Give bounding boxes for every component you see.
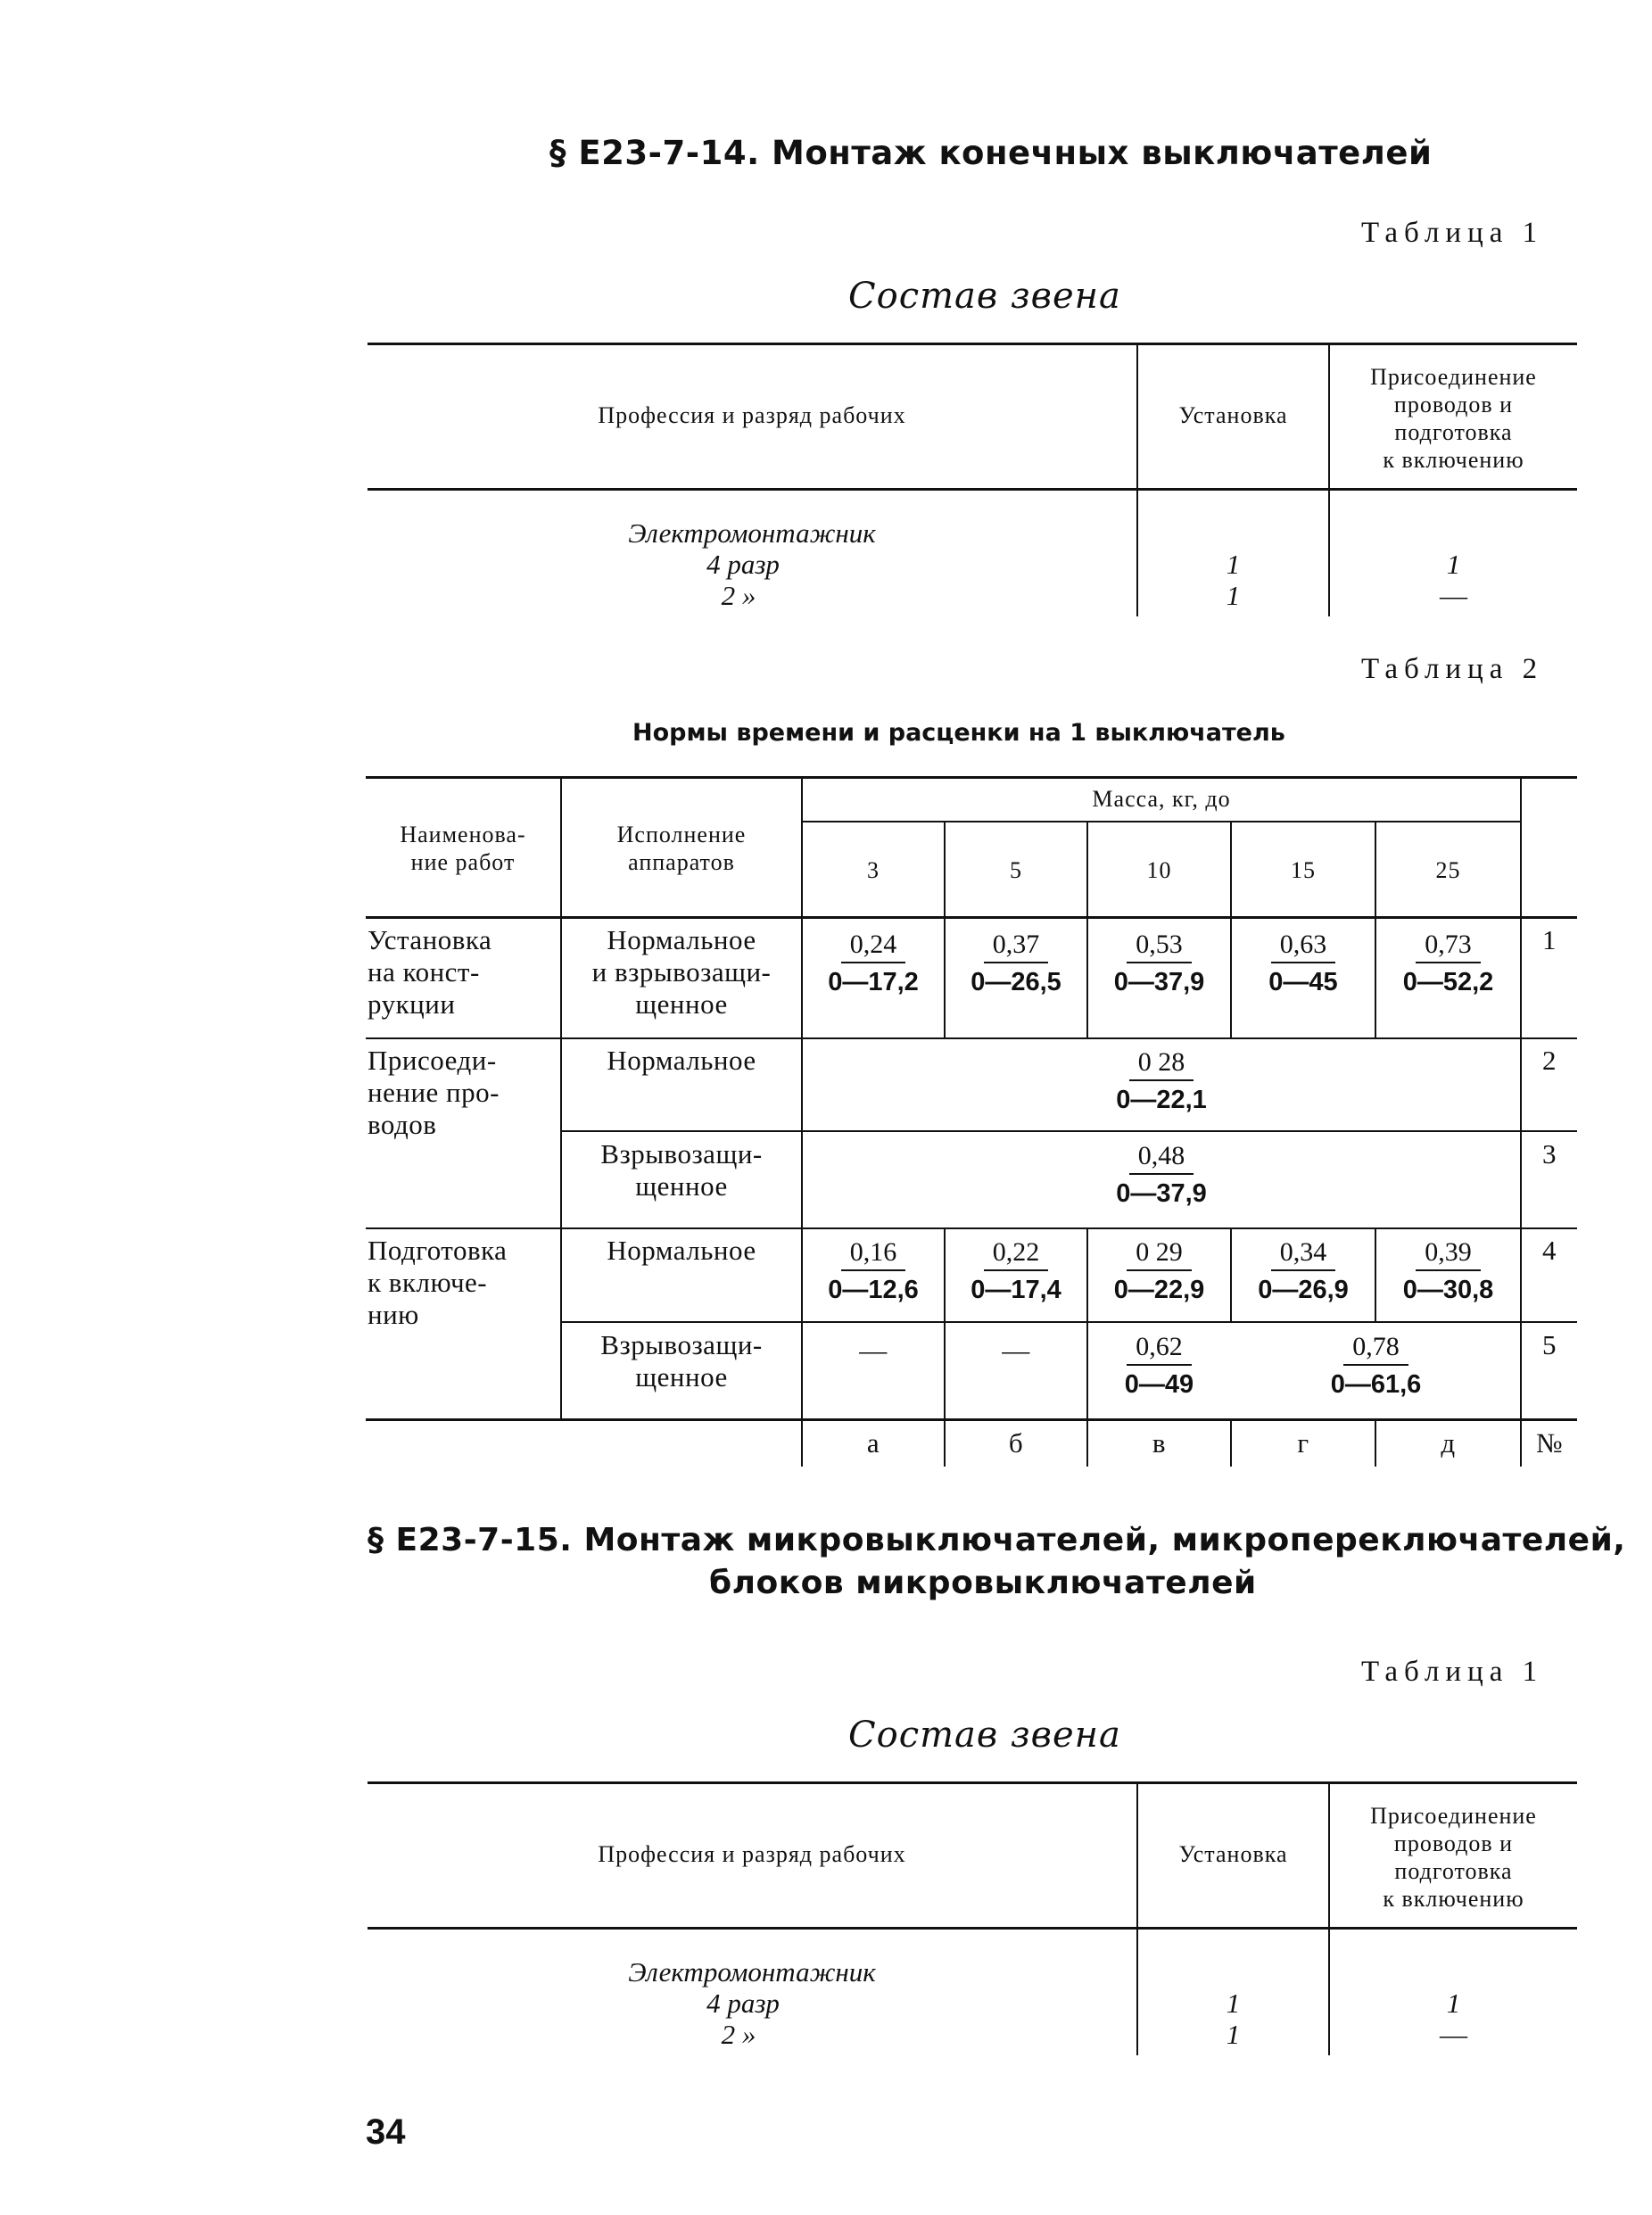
col-header-mass: Масса, кг, до [1092,786,1231,812]
norm-value: $\frac{0,73}{0—52,2}$ [1402,930,1494,996]
norm-value: $\frac{0,16}{0—12,6}$ [828,1237,919,1304]
col-header-profession: Профессия и разряд рабочих [598,1841,906,1867]
mass-3: 3 [867,857,880,883]
col-letter: г [1297,1427,1309,1459]
norm-empty: — [859,1335,888,1366]
norm-value: $\frac{0,24}{0—17,2}$ [828,930,919,996]
exec-normal-explosion: Нормальное и взрывозащи- щенное [591,924,772,1020]
norm-empty: — [1002,1335,1030,1366]
profession-cell: Электромонтажник 4 разр 2 » [628,1956,876,2050]
install-cell: 1 1 [1226,1988,1241,2050]
norm-value: $\frac{0,48}{0—37,9}$ [1116,1141,1207,1208]
col-letter: б [1008,1427,1024,1459]
table-label: Таблица 2 [1361,653,1544,685]
table-caption: Состав звена [848,276,1121,317]
col-header-profession: Профессия и разряд рабочих [598,402,906,428]
page-number: 34 [366,2112,406,2152]
connect-cell: 1 — [1440,549,1467,611]
install-cell: 1 1 [1226,549,1241,611]
col-header-connect: Присоединение проводов и подготовка к включению [1370,1803,1537,1912]
work-install: Установка на конст- рукции [368,924,492,1020]
norm-value: $\frac{0,37}{0—26,5}$ [971,930,1061,996]
norm-value: $\frac{0,39}{0—30,8}$ [1402,1237,1494,1304]
section-title: § Е23-7-15. Монтаж микровыключателей, микропереключателей, [368,1522,1626,1558]
norm-value: $\frac{0,63}{0—45}$ [1268,930,1338,996]
norm-value: $\frac{0,53}{0—37,9}$ [1113,930,1205,996]
norm-value: $\frac{0 29}{0—22,9}$ [1113,1237,1205,1304]
exec-explosion: Взрывозащи- щенное [600,1329,763,1393]
row-number: 2 [1542,1045,1557,1076]
col-header-install: Установка [1178,402,1288,428]
col-header-work: Наименова- ние работ [400,822,526,875]
mass-10: 10 [1146,857,1172,883]
table-caption: Нормы времени и расценки на 1 выключатель [632,719,1285,747]
col-header-connect: Присоединение проводов и подготовка к включению [1370,364,1537,473]
connect-cell: 1 — [1440,1988,1467,2050]
col-letter: а [866,1427,880,1459]
exec-explosion: Взрывозащи- щенное [600,1138,763,1202]
norm-value: $\frac{0,78}{0—61,6}$ [1330,1332,1422,1399]
norm-value: $\frac{0,62}{0—49}$ [1124,1332,1194,1399]
mass-5: 5 [1010,857,1022,883]
mass-25: 25 [1435,857,1461,883]
norm-value: $\frac{0,34}{0—26,9}$ [1258,1237,1349,1304]
col-header-exec: Исполнение аппаратов [616,822,747,875]
col-header-install: Установка [1178,1841,1288,1867]
row-number: 5 [1542,1329,1557,1360]
row-number: 4 [1542,1235,1557,1266]
table-label: Таблица 1 [1361,1656,1544,1688]
row-number: 1 [1542,924,1557,955]
exec-normal: Нормальное [607,1235,756,1266]
col-letter: в [1152,1427,1167,1459]
table-label: Таблица 1 [1361,217,1544,249]
section-title: блоков микровыключателей [709,1565,1257,1601]
work-connect: Присоеди- нение про- водов [368,1045,500,1140]
exec-normal: Нормальное [607,1045,756,1076]
num-sign: № [1535,1427,1564,1459]
section-title: § Е23-7-14. Монтаж конечных выключателей [549,134,1433,172]
table-caption: Состав звена [848,1715,1121,1756]
col-letter: д [1441,1427,1456,1459]
mass-15: 15 [1291,857,1316,883]
norm-value: $\frac{0,22}{0—17,4}$ [971,1237,1061,1304]
profession-cell: Электромонтажник 4 разр 2 » [628,517,876,611]
work-prepare: Подготовка к включе- нию [368,1235,508,1330]
row-number: 3 [1542,1138,1557,1169]
norm-value: $\frac{0 28}{0—22,1}$ [1116,1047,1207,1114]
